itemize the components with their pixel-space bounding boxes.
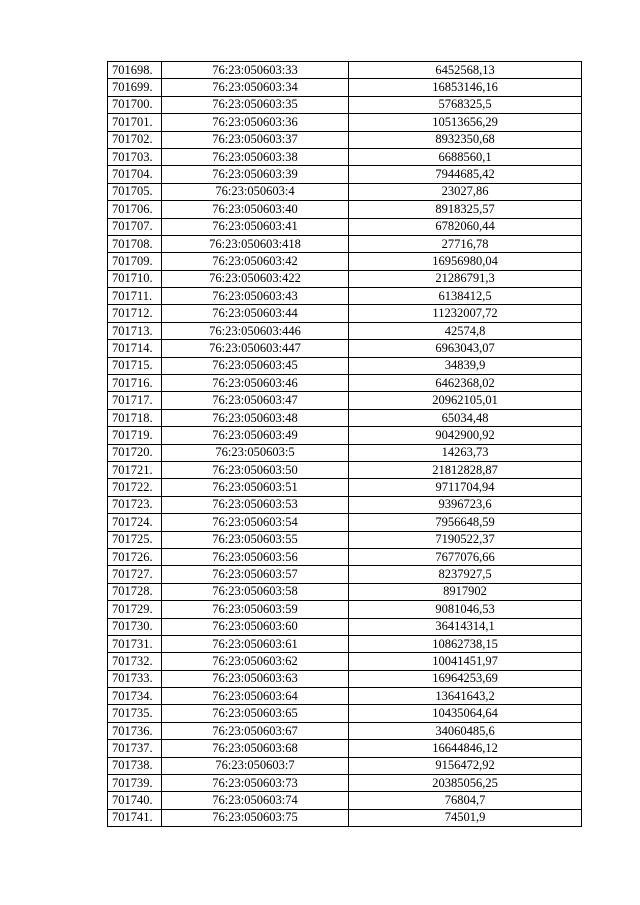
row-number-cell: 701716. bbox=[108, 375, 162, 392]
cadastral-value-table bbox=[107, 61, 582, 827]
cadastral-number-cell: 76:23:050603:48 bbox=[162, 409, 349, 426]
table-row bbox=[108, 653, 582, 670]
cadastral-number-cell: 76:23:050603:51 bbox=[162, 479, 349, 496]
table-row bbox=[108, 427, 582, 444]
table-row bbox=[108, 479, 582, 496]
cadastral-value-cell: 8932350,68 bbox=[349, 131, 582, 148]
row-number-cell: 701725. bbox=[108, 531, 162, 548]
cadastral-number-cell: 76:23:050603:73 bbox=[162, 775, 349, 792]
cadastral-number-cell: 76:23:050603:44 bbox=[162, 305, 349, 322]
cadastral-value-cell: 20962105,01 bbox=[349, 392, 582, 409]
row-number-cell: 701703. bbox=[108, 148, 162, 165]
row-number-cell: 701712. bbox=[108, 305, 162, 322]
cadastral-number-cell: 76:23:050603:33 bbox=[162, 62, 349, 79]
cadastral-number-cell: 76:23:050603:34 bbox=[162, 79, 349, 96]
cadastral-value-cell: 8237927,5 bbox=[349, 566, 582, 583]
row-number-cell: 701722. bbox=[108, 479, 162, 496]
cadastral-value-cell: 9156472,92 bbox=[349, 757, 582, 774]
row-number-cell: 701726. bbox=[108, 548, 162, 565]
row-number-cell: 701711. bbox=[108, 288, 162, 305]
table-row bbox=[108, 357, 582, 374]
cadastral-value-cell: 23027,86 bbox=[349, 183, 582, 200]
table-row bbox=[108, 96, 582, 113]
cadastral-number-cell: 76:23:050603:50 bbox=[162, 461, 349, 478]
table-row bbox=[108, 496, 582, 513]
cadastral-value-cell: 14263,73 bbox=[349, 444, 582, 461]
row-number-cell: 701728. bbox=[108, 583, 162, 600]
cadastral-number-cell: 76:23:050603:53 bbox=[162, 496, 349, 513]
cadastral-number-cell: 76:23:050603:7 bbox=[162, 757, 349, 774]
row-number-cell: 701698. bbox=[108, 62, 162, 79]
table-row bbox=[108, 548, 582, 565]
cadastral-value-cell: 7944685,42 bbox=[349, 166, 582, 183]
table-row bbox=[108, 148, 582, 165]
row-number-cell: 701740. bbox=[108, 792, 162, 809]
row-number-cell: 701701. bbox=[108, 114, 162, 131]
row-number-cell: 701739. bbox=[108, 775, 162, 792]
table-row bbox=[108, 670, 582, 687]
row-number-cell: 701733. bbox=[108, 670, 162, 687]
cadastral-value-cell: 5768325,5 bbox=[349, 96, 582, 113]
table-row bbox=[108, 635, 582, 652]
cadastral-number-cell: 76:23:050603:68 bbox=[162, 740, 349, 757]
cadastral-number-cell: 76:23:050603:60 bbox=[162, 618, 349, 635]
table-row bbox=[108, 201, 582, 218]
row-number-cell: 701715. bbox=[108, 357, 162, 374]
row-number-cell: 701741. bbox=[108, 809, 162, 826]
row-number-cell: 701705. bbox=[108, 183, 162, 200]
row-number-cell: 701702. bbox=[108, 131, 162, 148]
row-number-cell: 701717. bbox=[108, 392, 162, 409]
table-row bbox=[108, 322, 582, 339]
row-number-cell: 701734. bbox=[108, 688, 162, 705]
cadastral-number-cell: 76:23:050603:55 bbox=[162, 531, 349, 548]
cadastral-number-cell: 76:23:050603:446 bbox=[162, 322, 349, 339]
cadastral-value-cell: 6452568,13 bbox=[349, 62, 582, 79]
row-number-cell: 701730. bbox=[108, 618, 162, 635]
table-row bbox=[108, 340, 582, 357]
table-row bbox=[108, 514, 582, 531]
table-row bbox=[108, 392, 582, 409]
cadastral-value-cell: 16964253,69 bbox=[349, 670, 582, 687]
cadastral-value-cell: 8918325,57 bbox=[349, 201, 582, 218]
table-row bbox=[108, 218, 582, 235]
cadastral-value-cell: 8917902 bbox=[349, 583, 582, 600]
cadastral-value-cell: 27716,78 bbox=[349, 235, 582, 252]
table-row bbox=[108, 688, 582, 705]
cadastral-number-cell: 76:23:050603:37 bbox=[162, 131, 349, 148]
cadastral-number-cell: 76:23:050603:422 bbox=[162, 270, 349, 287]
cadastral-value-cell: 10862738,15 bbox=[349, 635, 582, 652]
table-row bbox=[108, 166, 582, 183]
cadastral-value-cell: 16956980,04 bbox=[349, 253, 582, 270]
cadastral-value-cell: 6462368,02 bbox=[349, 375, 582, 392]
cadastral-value-cell: 21286791,3 bbox=[349, 270, 582, 287]
cadastral-number-cell: 76:23:050603:418 bbox=[162, 235, 349, 252]
table-row bbox=[108, 305, 582, 322]
cadastral-number-cell: 76:23:050603:62 bbox=[162, 653, 349, 670]
cadastral-number-cell: 76:23:050603:58 bbox=[162, 583, 349, 600]
cadastral-number-cell: 76:23:050603:54 bbox=[162, 514, 349, 531]
cadastral-value-cell: 76804,7 bbox=[349, 792, 582, 809]
table-row bbox=[108, 740, 582, 757]
cadastral-value-cell: 11232007,72 bbox=[349, 305, 582, 322]
cadastral-number-cell: 76:23:050603:42 bbox=[162, 253, 349, 270]
table-row bbox=[108, 705, 582, 722]
cadastral-value-cell: 34060485,6 bbox=[349, 722, 582, 739]
row-number-cell: 701723. bbox=[108, 496, 162, 513]
row-number-cell: 701737. bbox=[108, 740, 162, 757]
cadastral-value-cell: 16853146,16 bbox=[349, 79, 582, 96]
row-number-cell: 701719. bbox=[108, 427, 162, 444]
cadastral-value-cell: 9711704,94 bbox=[349, 479, 582, 496]
cadastral-value-cell: 9042900,92 bbox=[349, 427, 582, 444]
row-number-cell: 701706. bbox=[108, 201, 162, 218]
cadastral-value-cell: 6688560,1 bbox=[349, 148, 582, 165]
cadastral-number-cell: 76:23:050603:61 bbox=[162, 635, 349, 652]
cadastral-number-cell: 76:23:050603:5 bbox=[162, 444, 349, 461]
table-row bbox=[108, 114, 582, 131]
row-number-cell: 701724. bbox=[108, 514, 162, 531]
cadastral-number-cell: 76:23:050603:43 bbox=[162, 288, 349, 305]
row-number-cell: 701707. bbox=[108, 218, 162, 235]
cadastral-number-cell: 76:23:050603:36 bbox=[162, 114, 349, 131]
cadastral-value-cell: 10513656,29 bbox=[349, 114, 582, 131]
row-number-cell: 701709. bbox=[108, 253, 162, 270]
cadastral-value-cell: 7956648,59 bbox=[349, 514, 582, 531]
cadastral-value-cell: 6782060,44 bbox=[349, 218, 582, 235]
row-number-cell: 701731. bbox=[108, 635, 162, 652]
cadastral-value-cell: 74501,9 bbox=[349, 809, 582, 826]
row-number-cell: 701736. bbox=[108, 722, 162, 739]
row-number-cell: 701704. bbox=[108, 166, 162, 183]
cadastral-number-cell: 76:23:050603:40 bbox=[162, 201, 349, 218]
table-row bbox=[108, 775, 582, 792]
row-number-cell: 701738. bbox=[108, 757, 162, 774]
table-row bbox=[108, 583, 582, 600]
table-row bbox=[108, 131, 582, 148]
cadastral-number-cell: 76:23:050603:63 bbox=[162, 670, 349, 687]
cadastral-value-cell: 16644846,12 bbox=[349, 740, 582, 757]
cadastral-number-cell: 76:23:050603:47 bbox=[162, 392, 349, 409]
row-number-cell: 701708. bbox=[108, 235, 162, 252]
table-row bbox=[108, 601, 582, 618]
row-number-cell: 701721. bbox=[108, 461, 162, 478]
cadastral-number-cell: 76:23:050603:45 bbox=[162, 357, 349, 374]
row-number-cell: 701732. bbox=[108, 653, 162, 670]
cadastral-value-cell: 6138412,5 bbox=[349, 288, 582, 305]
row-number-cell: 701720. bbox=[108, 444, 162, 461]
table-row bbox=[108, 79, 582, 96]
cadastral-number-cell: 76:23:050603:59 bbox=[162, 601, 349, 618]
table-row bbox=[108, 288, 582, 305]
cadastral-number-cell: 76:23:050603:57 bbox=[162, 566, 349, 583]
table-row bbox=[108, 253, 582, 270]
row-number-cell: 701729. bbox=[108, 601, 162, 618]
table-row bbox=[108, 531, 582, 548]
cadastral-value-cell: 34839,9 bbox=[349, 357, 582, 374]
cadastral-number-cell: 76:23:050603:64 bbox=[162, 688, 349, 705]
row-number-cell: 701710. bbox=[108, 270, 162, 287]
cadastral-number-cell: 76:23:050603:67 bbox=[162, 722, 349, 739]
cadastral-value-cell: 42574,8 bbox=[349, 322, 582, 339]
table-row bbox=[108, 722, 582, 739]
row-number-cell: 701699. bbox=[108, 79, 162, 96]
table-row bbox=[108, 461, 582, 478]
cadastral-value-cell: 6963043,07 bbox=[349, 340, 582, 357]
cadastral-value-cell: 7190522,37 bbox=[349, 531, 582, 548]
cadastral-number-cell: 76:23:050603:41 bbox=[162, 218, 349, 235]
table-row bbox=[108, 409, 582, 426]
row-number-cell: 701735. bbox=[108, 705, 162, 722]
cadastral-value-cell: 10041451,97 bbox=[349, 653, 582, 670]
table-row bbox=[108, 618, 582, 635]
table-row bbox=[108, 792, 582, 809]
row-number-cell: 701718. bbox=[108, 409, 162, 426]
cadastral-number-cell: 76:23:050603:49 bbox=[162, 427, 349, 444]
cadastral-value-cell: 20385056,25 bbox=[349, 775, 582, 792]
table-row bbox=[108, 809, 582, 826]
cadastral-value-cell: 36414314,1 bbox=[349, 618, 582, 635]
table-row bbox=[108, 444, 582, 461]
table-row bbox=[108, 375, 582, 392]
table-row bbox=[108, 566, 582, 583]
cadastral-value-cell: 65034,48 bbox=[349, 409, 582, 426]
cadastral-number-cell: 76:23:050603:38 bbox=[162, 148, 349, 165]
cadastral-number-cell: 76:23:050603:46 bbox=[162, 375, 349, 392]
cadastral-value-cell: 7677076,66 bbox=[349, 548, 582, 565]
row-number-cell: 701714. bbox=[108, 340, 162, 357]
cadastral-number-cell: 76:23:050603:74 bbox=[162, 792, 349, 809]
cadastral-number-cell: 76:23:050603:35 bbox=[162, 96, 349, 113]
cadastral-number-cell: 76:23:050603:65 bbox=[162, 705, 349, 722]
cadastral-number-cell: 76:23:050603:447 bbox=[162, 340, 349, 357]
cadastral-number-cell: 76:23:050603:75 bbox=[162, 809, 349, 826]
cadastral-value-cell: 13641643,2 bbox=[349, 688, 582, 705]
cadastral-value-cell: 9081046,53 bbox=[349, 601, 582, 618]
table-row bbox=[108, 183, 582, 200]
table-row bbox=[108, 235, 582, 252]
cadastral-number-cell: 76:23:050603:4 bbox=[162, 183, 349, 200]
table-row bbox=[108, 757, 582, 774]
cadastral-value-cell: 10435064,64 bbox=[349, 705, 582, 722]
cadastral-number-cell: 76:23:050603:39 bbox=[162, 166, 349, 183]
table-row bbox=[108, 62, 582, 79]
table-body bbox=[108, 62, 582, 827]
row-number-cell: 701727. bbox=[108, 566, 162, 583]
row-number-cell: 701700. bbox=[108, 96, 162, 113]
cadastral-number-cell: 76:23:050603:56 bbox=[162, 548, 349, 565]
row-number-cell: 701713. bbox=[108, 322, 162, 339]
cadastral-value-cell: 21812828,87 bbox=[349, 461, 582, 478]
table-row bbox=[108, 270, 582, 287]
cadastral-value-cell: 9396723,6 bbox=[349, 496, 582, 513]
